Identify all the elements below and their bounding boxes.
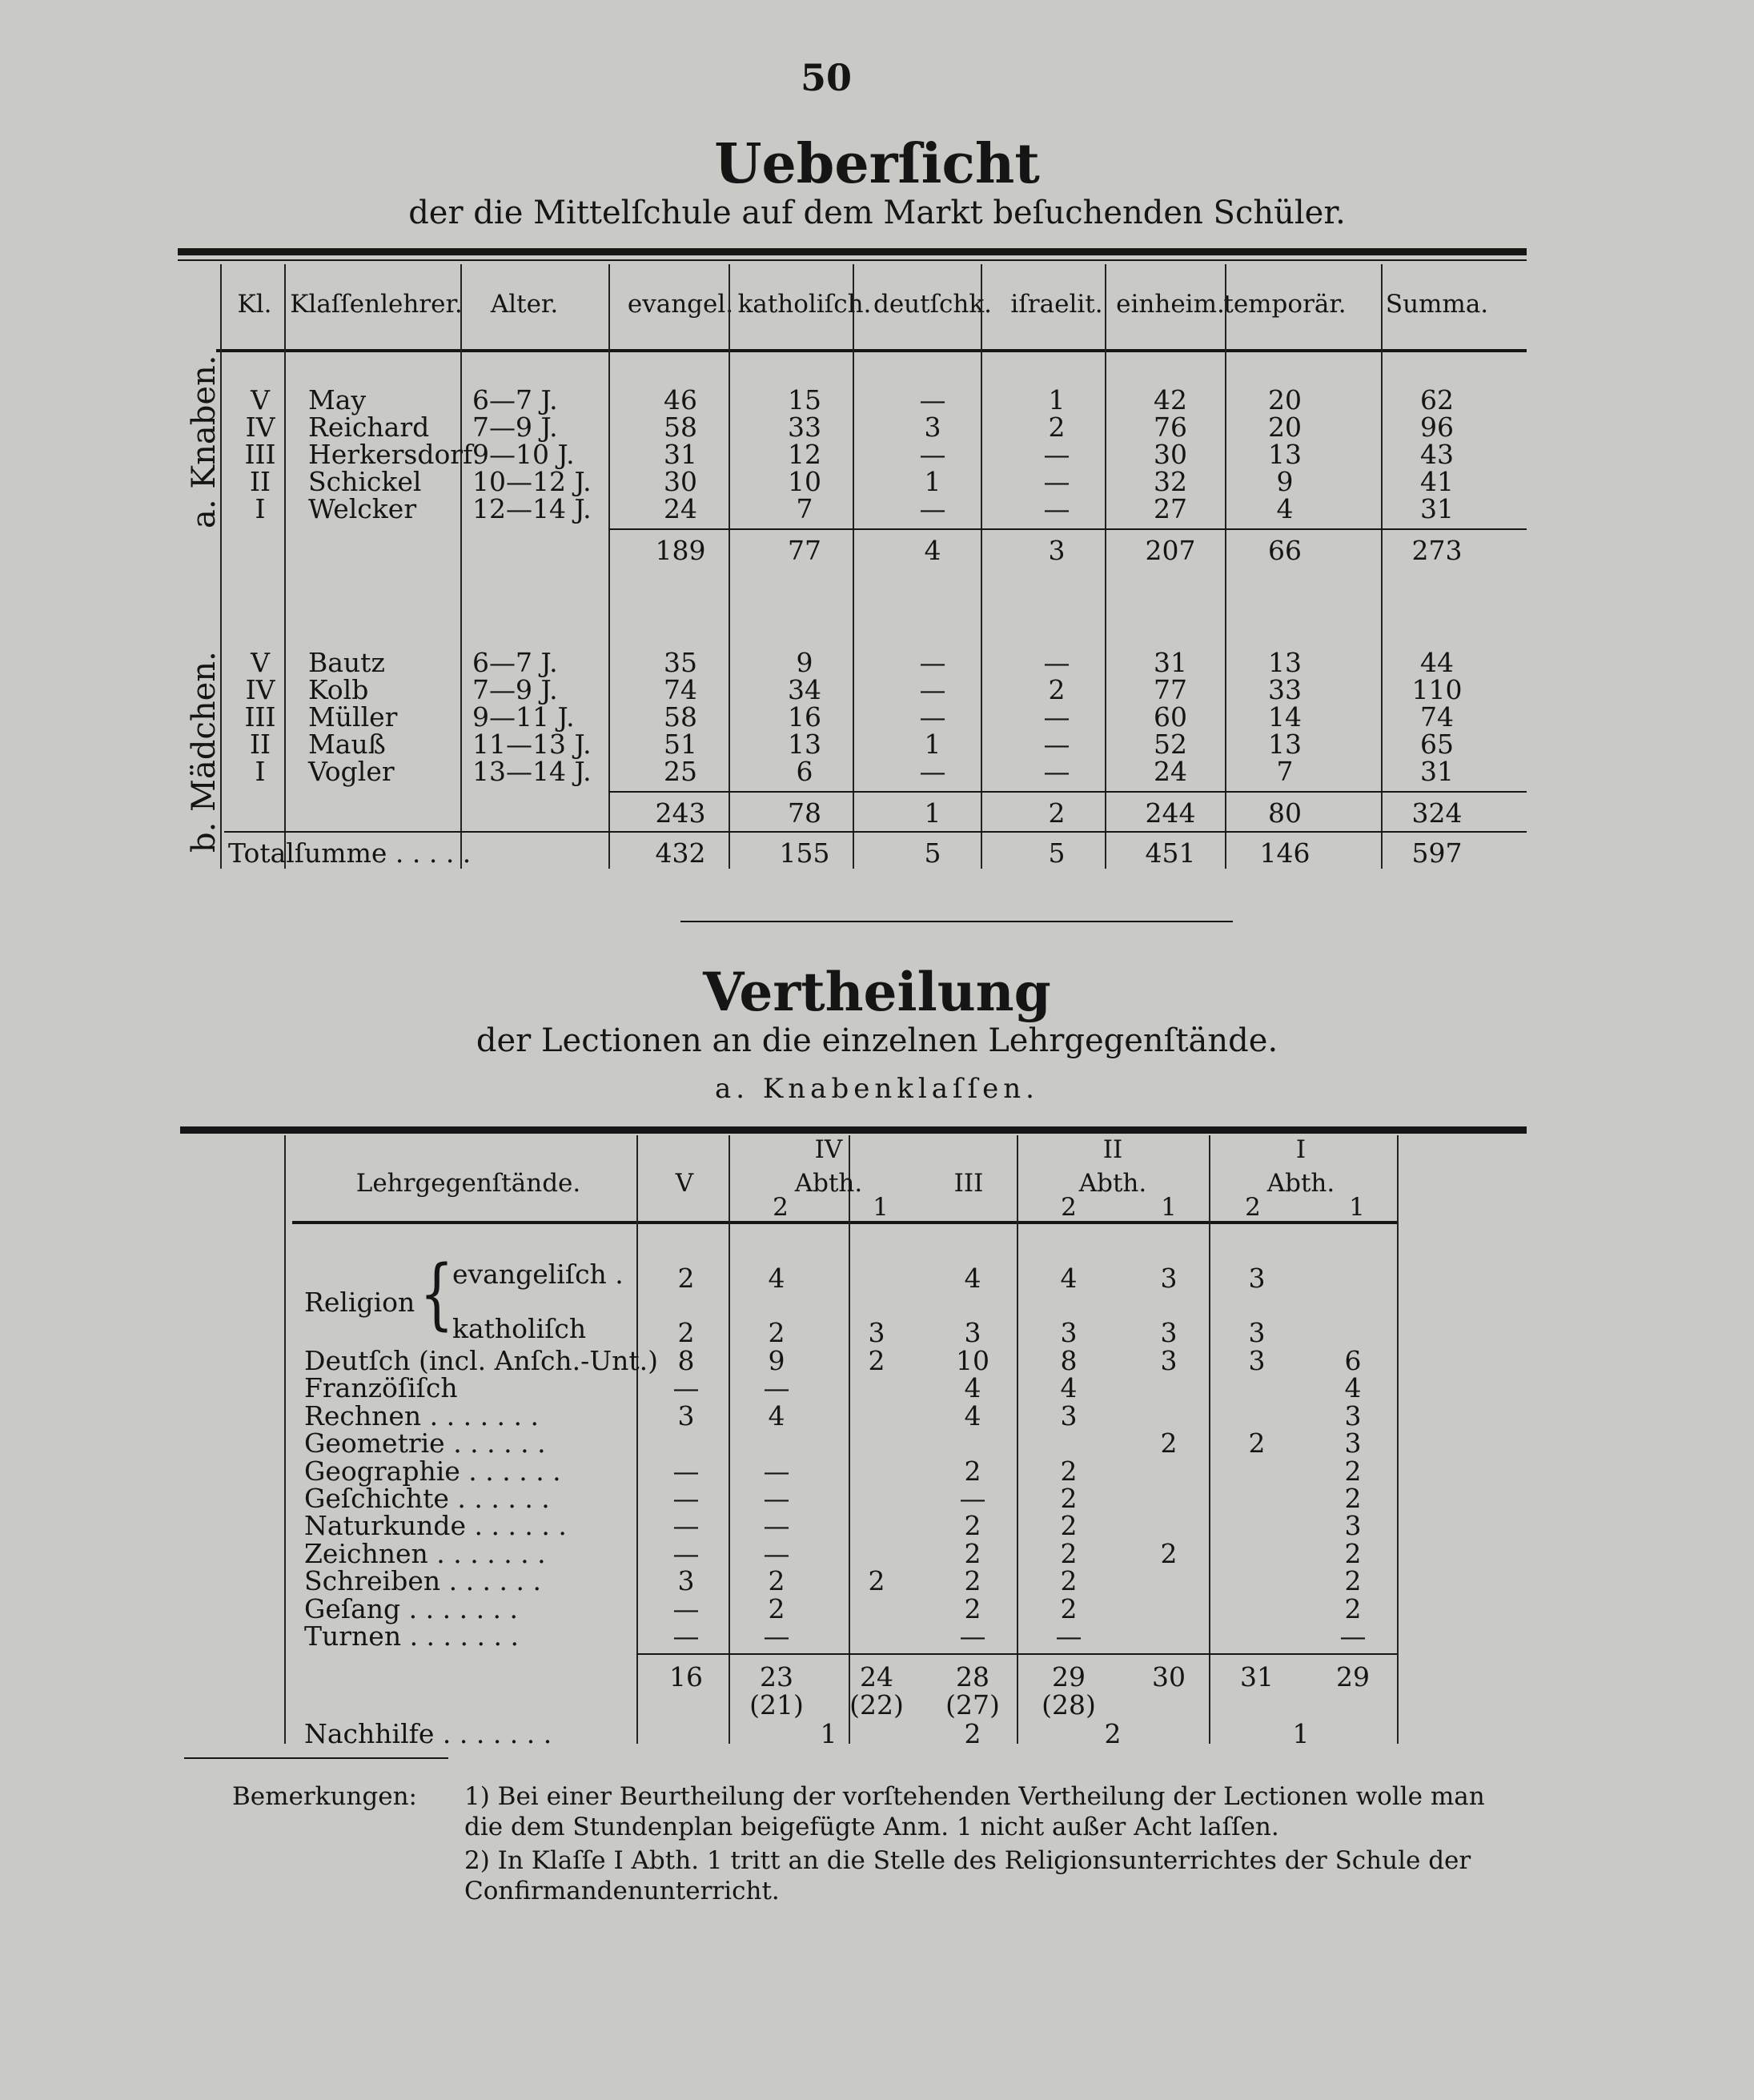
subject-value: 2 [1344,1455,1362,1487]
knaben-sum-value: 189 [655,535,706,566]
knaben-row-value: 43 [1420,439,1454,470]
maedchen-row-value: 74 [1420,701,1454,733]
subject-value: 6 [1344,1345,1362,1376]
religion-value: 4 [1060,1263,1078,1294]
knaben-row-class: II [249,466,271,497]
maedchen-sum-value: 324 [1411,797,1463,829]
subject-value: 3 [677,1399,695,1431]
knaben-row-value: 3 [924,412,941,443]
maedchen-row-value: — [1043,756,1070,787]
maedchen-sum-value: 80 [1268,797,1302,829]
subject-value: — [1339,1620,1367,1652]
knaben-row-age: 7—9 J. [472,412,558,443]
section-heading: a. Knabenklaſſen. [715,1073,1039,1105]
knaben-row-value: 4 [1276,493,1294,524]
subject-row-label: Turnen . . . . . . . [304,1620,519,1652]
knaben-row-value: 31 [1420,493,1454,524]
knaben-row-value: 31 [664,439,697,470]
vertheilung-subtitle: der Lectionen an die einzelnen Lehrgegenſtände. [476,1022,1278,1059]
table1-top-rule [178,248,1527,255]
maedchen-row-teacher: Kolb [308,674,369,705]
knaben-sum-value: 3 [1048,535,1066,566]
group-label-knaben: a. Knaben. [186,355,223,528]
subject-value: — [763,1537,790,1569]
knaben-row-value: 62 [1420,384,1454,416]
subject-row-label: Geometrie . . . . . . [304,1427,546,1460]
religion-brace: { [419,1249,454,1339]
page-number: 50 [801,56,853,99]
table2-header-class: III [953,1169,984,1198]
subject-value: 2 [1344,1565,1362,1597]
table2-header-class: II [1102,1135,1123,1164]
subject-value: 4 [964,1372,981,1404]
maedchen-row-teacher: Bautz [308,647,385,678]
knaben-row-value: 32 [1154,466,1187,497]
total-lessons: 31 [1240,1661,1274,1692]
uebersicht-subtitle: der die Mittelſchule auf dem Markt beſuchenden Schüler. [408,195,1346,231]
remark-1-text: 1) Bei einer Beurtheilung der vorſtehenden Vertheilung der Lectionen wolle man die dem Stundenplan beigefügte Anm. 1 nicht außer Acht laſſen. [464,1782,1485,1841]
knaben-row-value: 1 [924,466,941,497]
table2-col-rule [728,1135,730,1744]
maedchen-row-value: 9 [796,647,813,678]
total-lessons: 16 [669,1661,703,1692]
knaben-row-value: 12 [788,439,821,470]
knaben-row-value: 96 [1420,412,1454,443]
subject-value: 2 [1060,1592,1078,1624]
subject-value: — [672,1620,700,1652]
table2-col-rule [636,1135,638,1744]
knaben-row-value: 13 [1268,439,1302,470]
total-lessons: 29 [1052,1661,1086,1692]
religion-row-label: katholiſch [452,1313,587,1344]
total-lessons: 30 [1152,1661,1186,1692]
maedchen-row-value: 24 [1154,756,1187,787]
knaben-row-value: 27 [1154,493,1187,524]
religion-value: 4 [964,1263,981,1294]
maedchen-row-class: IV [245,674,275,705]
subject-row-label: Geſang . . . . . . . [304,1592,519,1624]
subject-value: 10 [956,1345,989,1376]
subject-value: 2 [768,1565,785,1597]
knaben-row-value: 24 [664,493,697,524]
maedchen-row-value: 16 [788,701,821,733]
knaben-row-value: 76 [1154,412,1187,443]
table1-col-rule [284,264,286,869]
religion-row-label: evangeliſch . [452,1259,624,1290]
nachhilfe-label: Nachhilfe . . . . . . . [304,1718,552,1749]
total-lessons-paren: (21) [749,1689,804,1721]
knaben-row-value: 20 [1268,412,1302,443]
subject-value: 3 [1160,1345,1178,1376]
subject-value: 2 [768,1592,785,1624]
knaben-row-value: — [1043,493,1070,524]
subject-value: 2 [1060,1537,1078,1569]
table2-header-class: IV [814,1135,843,1164]
knaben-sum-value: 207 [1145,535,1196,566]
table1-header-6: iſraelit. [1010,290,1103,319]
maedchen-row-value: — [919,756,946,787]
maedchen-row-value: 110 [1411,674,1463,705]
knaben-row-teacher: Welcker [308,493,417,524]
maedchen-row-class: II [249,729,271,760]
maedchen-row-value: 31 [1420,756,1454,787]
table1-col-rule [1105,264,1106,869]
subject-value: 2 [1060,1510,1078,1542]
maedchen-row-class: III [244,701,276,733]
table2-col-rule [1017,1135,1018,1744]
table1-header-0: Kl. [237,290,272,319]
table2-header-class: I [1295,1135,1306,1164]
table2-header-sub: 1 [1349,1193,1365,1222]
remark-1 [232,1781,1529,1842]
remarks-label: Bemerkungen: [232,1782,418,1811]
table2-header-sub: 1 [1161,1193,1177,1222]
remark-2-text: 2) In Klaſſe I Abth. 1 tritt an die Stelle des Religionsunterrichtes der Schule der Confirmandenunterricht. [464,1846,1471,1905]
subject-value: — [763,1372,790,1404]
table1-top-rule-thin [178,259,1527,261]
subject-value: 3 [1248,1345,1266,1376]
nachhilfe-value: 1 [1292,1718,1310,1749]
knaben-row-teacher: Schickel [308,466,422,497]
table2-header-subjects: Lehrgegenſtände. [355,1169,581,1198]
religion-value: 3 [1160,1317,1178,1348]
section-divider [680,921,1233,922]
total-value: 432 [655,837,706,869]
maedchen-row-value: 60 [1154,701,1187,733]
religion-label: Religion [304,1287,415,1318]
knaben-row-value: 58 [664,412,697,443]
knaben-row-value: 10 [788,466,821,497]
table1-header-7: einheim. [1116,290,1225,319]
religion-value: 2 [768,1317,785,1348]
maedchen-row-value: — [1043,701,1070,733]
remarks [232,1781,1529,1906]
maedchen-row-value: 2 [1048,674,1066,705]
maedchen-row-value: 44 [1420,647,1454,678]
maedchen-row-value: 58 [664,701,697,733]
total-value: 451 [1145,837,1196,869]
table1-header-5: deutſchk. [873,290,993,319]
knaben-row-class: IV [245,412,275,443]
table2-header-sub: 2 [1061,1193,1077,1222]
religion-value: 4 [768,1263,785,1294]
knaben-row-class: I [255,493,266,524]
maedchen-row-value: — [1043,647,1070,678]
total-lessons: 28 [956,1661,989,1692]
subject-value: 8 [677,1345,695,1376]
knaben-row-teacher: Herkersdorf [308,439,473,470]
subject-row-label: Geographie . . . . . . [304,1455,561,1487]
table1-col-rule [1381,264,1383,869]
maedchen-row-value: 51 [664,729,697,760]
subject-value: — [672,1455,700,1487]
vertheilung-title: Vertheilung [703,961,1051,1023]
total-rule [224,831,1527,833]
maedchen-sum-value: 2 [1048,797,1066,829]
table2-top-rule [180,1126,1527,1134]
subject-row-label: Zeichnen . . . . . . . [304,1537,546,1569]
maedchen-row-age: 9—11 J. [472,701,575,733]
subject-value: 2 [964,1510,981,1542]
subject-value: 3 [1060,1399,1078,1431]
table2-header-abth: Abth. [794,1169,863,1198]
maedchen-sum-value: 78 [788,797,821,829]
subject-value: 2 [1060,1565,1078,1597]
maedchen-row-age: 11—13 J. [472,729,592,760]
subject-value: 2 [964,1592,981,1624]
knaben-row-age: 6—7 J. [472,384,558,416]
maedchen-row-teacher: Mauß [308,729,386,760]
knaben-sum-value: 273 [1411,535,1463,566]
maedchen-sum-value: 243 [655,797,706,829]
knaben-row-class: III [244,439,276,470]
subject-value: 4 [964,1399,981,1431]
maedchen-row-value: 65 [1420,729,1454,760]
total-lessons-paren: (27) [945,1689,1000,1721]
maedchen-row-value: 13 [1268,729,1302,760]
footnote-rule [184,1757,448,1759]
table1-header-4: katholiſch. [737,290,872,319]
subject-value: 2 [1248,1427,1266,1460]
maedchen-row-age: 7—9 J. [472,674,558,705]
knaben-row-value: 41 [1420,466,1454,497]
table2-header-abth: Abth. [1078,1169,1147,1198]
knaben-row-value: — [919,493,946,524]
maedchen-row-value: — [919,674,946,705]
total-lessons: 29 [1336,1661,1370,1692]
total-lessons: 24 [860,1661,893,1692]
subject-value: 4 [1344,1372,1362,1404]
table1-col-rule [608,264,610,869]
maedchen-sum-value: 1 [924,797,941,829]
subject-value: 9 [768,1345,785,1376]
subject-value: — [763,1510,790,1542]
subject-value: — [672,1483,700,1514]
knaben-row-age: 12—14 J. [472,493,592,524]
knaben-row-value: 33 [788,412,821,443]
table2-header-abth: Abth. [1266,1169,1335,1198]
table1-header-3: evangel. [627,290,734,319]
subject-value: — [959,1620,986,1652]
total-value: 155 [779,837,830,869]
subject-value: — [672,1372,700,1404]
table2-col-rule [849,1135,850,1744]
maedchen-row-class: I [255,756,266,787]
table1-header-1: Klaſſenlehrer. [290,290,463,319]
total-lessons: 23 [760,1661,793,1692]
knaben-row-value: 30 [1154,439,1187,470]
religion-value: 3 [1160,1263,1178,1294]
subject-value: 2 [964,1565,981,1597]
remark-2 [232,1845,1529,1906]
subject-value: 2 [1060,1483,1078,1514]
knaben-row-teacher: May [308,384,367,416]
subject-value: 2 [1344,1483,1362,1514]
maedchen-row-value: 25 [664,756,697,787]
knaben-row-value: — [1043,466,1070,497]
table2-header-sub: 1 [873,1193,889,1222]
religion-value: 3 [1060,1317,1078,1348]
knaben-row-value: 1 [1048,384,1066,416]
maedchen-row-value: 33 [1268,674,1302,705]
subject-value: 3 [1344,1510,1362,1542]
knaben-row-value: 42 [1154,384,1187,416]
table2-header-class: V [675,1169,694,1198]
subject-row-label: Rechnen . . . . . . . [304,1399,540,1431]
subject-row-label: Schreiben . . . . . . [304,1565,541,1597]
subject-value: 2 [868,1565,885,1597]
maedchen-row-value: 35 [664,647,697,678]
subject-value: 2 [964,1455,981,1487]
total-value: 5 [1048,837,1066,869]
subject-value: 2 [1344,1592,1362,1624]
subject-value: — [672,1592,700,1624]
table1-header-8: temporär. [1223,290,1347,319]
maedchen-row-value: 52 [1154,729,1187,760]
table2-col-rule [284,1135,286,1744]
maedchen-row-value: 34 [788,674,821,705]
knaben-row-age: 10—12 J. [472,466,592,497]
knaben-sum-value: 4 [924,535,941,566]
nachhilfe-value: 2 [1104,1718,1122,1749]
subject-value: 4 [768,1399,785,1431]
maedchen-row-value: 7 [1276,756,1294,787]
subject-value: 8 [1060,1345,1078,1376]
knaben-row-value: 30 [664,466,697,497]
nachhilfe-value: 1 [820,1718,837,1749]
religion-value: 3 [1248,1317,1266,1348]
religion-value: 2 [677,1317,695,1348]
table1-header-9: Summa. [1385,290,1489,319]
subject-value: 4 [1060,1372,1078,1404]
knaben-row-class: V [251,384,270,416]
maedchen-row-value: — [919,647,946,678]
maedchen-row-value: 6 [796,756,813,787]
total-value: 146 [1259,837,1310,869]
table1-header-rule [216,349,1527,352]
subject-value: 2 [1160,1537,1178,1569]
subject-value: — [763,1620,790,1652]
knaben-sum-value: 66 [1268,535,1302,566]
table1-col-rule [460,264,462,869]
subject-value: — [959,1483,986,1514]
knaben-row-value: 20 [1268,384,1302,416]
total-value: 5 [924,837,941,869]
knaben-row-age: 9—10 J. [472,439,575,470]
table1-col-rule [853,264,854,869]
knaben-row-value: — [919,439,946,470]
knaben-row-value: 9 [1276,466,1294,497]
subject-value: — [763,1483,790,1514]
nachhilfe-value: 2 [964,1718,981,1749]
maedchen-row-value: 1 [924,729,941,760]
subject-value: 2 [1060,1455,1078,1487]
subject-row-label: Deutſch (incl. Anſch.-Unt.) [304,1345,659,1376]
knaben-row-value: — [1043,439,1070,470]
maedchen-row-value: 13 [1268,647,1302,678]
religion-value: 3 [868,1317,885,1348]
subject-value: 2 [1344,1537,1362,1569]
religion-value: 3 [1248,1263,1266,1294]
table2-header-sub: 2 [1245,1193,1261,1222]
knaben-row-value: — [919,384,946,416]
maedchen-row-value: 77 [1154,674,1187,705]
group-label-maedchen: b. Mädchen. [186,651,223,853]
uebersicht-title: Ueberſicht [714,132,1040,196]
maedchen-row-age: 6—7 J. [472,647,558,678]
subject-value: 2 [964,1537,981,1569]
religion-value: 3 [964,1317,981,1348]
knaben-sum-value: 77 [788,535,821,566]
maedchen-row-value: — [1043,729,1070,760]
maedchen-sum-value: 244 [1145,797,1196,829]
religion-value: 2 [677,1263,695,1294]
table2-header-sub: 2 [773,1193,789,1222]
maedchen-row-class: V [251,647,270,678]
total-value: 597 [1411,837,1463,869]
knaben-row-value: 15 [788,384,821,416]
subject-value: 3 [1344,1399,1362,1431]
subject-row-label: Geſchichte . . . . . . [304,1483,550,1514]
knaben-row-value: 2 [1048,412,1066,443]
maedchen-row-age: 13—14 J. [472,756,592,787]
maedchen-row-value: 74 [664,674,697,705]
maedchen-row-teacher: Vogler [308,756,395,787]
subject-value: 3 [1344,1427,1362,1460]
subject-row-label: Naturkunde . . . . . . [304,1510,567,1542]
maedchen-row-value: — [919,701,946,733]
subject-value: — [672,1537,700,1569]
subject-value: 2 [1160,1427,1178,1460]
maedchen-row-value: 14 [1268,701,1302,733]
subject-value: — [1055,1620,1082,1652]
subject-value: 2 [868,1345,885,1376]
subject-value: — [672,1510,700,1542]
total-label: Totalſumme . . . . . [228,837,472,869]
table1-col-rule [1225,264,1226,869]
maedchen-row-value: 31 [1154,647,1187,678]
totals-rule [636,1653,1397,1655]
knaben-sum-rule [608,528,1527,530]
total-lessons-paren: (28) [1042,1689,1096,1721]
maedchen-row-value: 13 [788,729,821,760]
table1-header-2: Alter. [490,290,559,319]
maedchen-row-teacher: Müller [308,701,398,733]
subject-value: 3 [677,1565,695,1597]
knaben-row-value: 46 [664,384,697,416]
subject-value: — [763,1455,790,1487]
subject-row-label: Franzöſiſch [304,1372,458,1404]
table1-col-rule [981,264,982,869]
table1-col-rule [728,264,730,869]
maedchen-sum-rule [608,791,1527,793]
total-lessons-paren: (22) [849,1689,904,1721]
knaben-row-teacher: Reichard [308,412,430,443]
knaben-row-value: 7 [796,493,813,524]
